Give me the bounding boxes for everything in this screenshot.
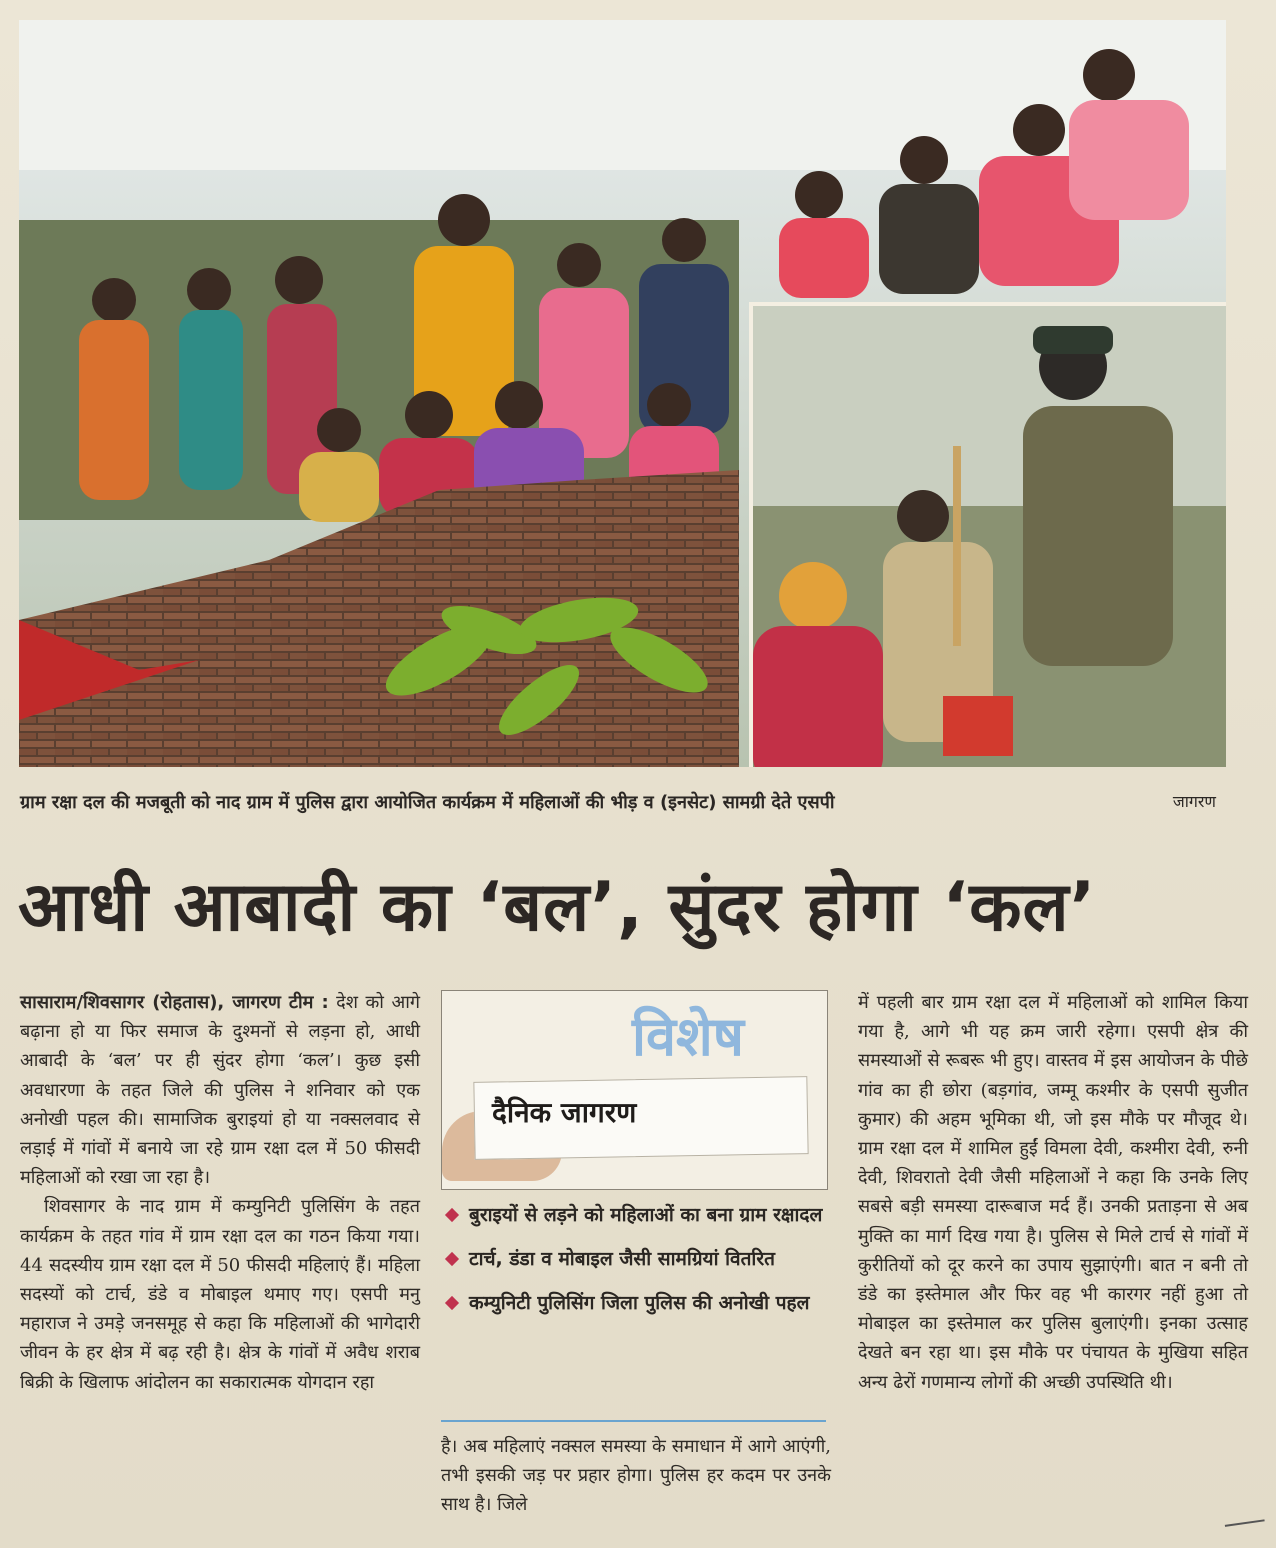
- article-paragraph-3: है। अब महिलाएं नक्सल समस्या के समाधान में आगे आएंगी, तभी इसकी जड़ पर प्रहार होगा। पुलिस हर कदम पर उनके साथ है। जिले: [441, 1436, 831, 1516]
- highlight-item: [441, 1242, 826, 1276]
- newspaper-masthead-logo: दैनिक जागरण: [492, 1096, 637, 1129]
- article-paragraph-1: देश को आगे बढ़ाना हो या फिर समाज के दुश्मनों से लड़ना हो, आधी आबादी के ‘बल’ पर ही सुंदर होगा ‘कल’। कुछ इसी अवधारणा के तहत जिले की पुलिस ने शनिवार को एक अनोखी पहल की। सामाजिक बुराइयां हो या नक्सलवाद से लड़ाई में गांवों में बनाये जा रहे ग्राम रक्षा दल में 50 फीसदी महिलाओं को रखा जा रहा है।: [20, 992, 420, 1189]
- divider: [441, 1420, 826, 1422]
- pen-mark: [1225, 1519, 1267, 1544]
- diamond-bullet-icon: [445, 1208, 459, 1222]
- vishesh-title: विशेष: [632, 1005, 744, 1068]
- highlight-item: [441, 1286, 826, 1320]
- sp-giving-materials-illustration: [753, 306, 1226, 767]
- highlights-list: [441, 1198, 826, 1330]
- diamond-bullet-icon: [445, 1252, 459, 1266]
- diamond-bullet-icon: [445, 1296, 459, 1310]
- article-paragraph-2: शिवसागर के नाद ग्राम में कम्युनिटी पुलिसिंग के तहत कार्यक्रम के तहत गांव में ग्राम रक्षा दल का गठन किया गया। 44 सदस्यीय ग्राम रक्षा दल में 50 फीसदी महिलाएं हैं। महिला सदस्यों को टार्च, डंडे व मोबाइल थमाए गए। एसपी मनु महाराज ने उमड़े जनसमूह से कहा कि महिलाओं की भागेदारी जीवन के हर क्षेत्र में बढ़ रही है। क्षेत्र के गांवों में अवैध शराब बिक्री के खिलाफ आंदोलन का सकारात्मक योगदान रहा: [20, 1196, 420, 1393]
- photo-caption: [20, 790, 1226, 814]
- dateline: सासाराम/शिवसागर (रोहतास), जागरण टीम :: [20, 992, 329, 1013]
- highlight-text: टार्च, डंडा व मोबाइल जैसी सामग्रियां वितरित: [469, 1248, 775, 1270]
- highlight-item: [441, 1198, 826, 1232]
- inset-photo: [749, 302, 1226, 767]
- article-paragraph-4: में पहली बार ग्राम रक्षा दल में महिलाओं को शामिल किया गया है, आगे भी यह क्रम जारी रहेगा। एसपी क्षेत्र की समस्याओं से रूबरू भी हुए। वास्तव में इस आयोजन के पीछे गांव का ही छोरा (बड़गांव, जम्मू कश्मीर के एसपी सुजीत कुमार) की अहम भूमिका थी, जो इस मौके पर मौजूद थे। ग्राम रक्षा दल में शामिल हुईं विमला देवी, कश्मीरा देवी, रुनी देवी, शिवरातो देवी जैसी महिलाओं ने कहा कि उनके लिए सबसे बड़ी समस्या दारूबाज मर्द हैं। उनकी प्रताड़ना से अब मुक्ति का मार्ग दिख गया है। पुलिस से मिले टार्च से गांवों में कुरीतियों को दूर करने का उपाय सुझाएंगी। बात न बनी तो डंडे का इस्तेमाल और फिर वह भी कारगर नहीं हुआ तो मोबाइल का इस्तेमाल कर पुलिस बुलाएंगी। इनका उत्साह देखते बन रहा था। इस मौके पर पंचायत के मुखिया सहित अन्य ढेरों गणमान्य लोगों की अच्छी उपस्थिति थी।: [858, 992, 1248, 1393]
- caption-text: ग्राम रक्षा दल की मजबूती को नाद ग्राम में पुलिस द्वारा आयोजित कार्यक्रम में महिलाओं की भीड़ व (इनसेट) सामग्री देते एसपी: [20, 792, 835, 813]
- highlight-text: कम्युनिटी पुलिसिंग जिला पुलिस की अनोखी पहल: [469, 1292, 810, 1314]
- article-column-1: [20, 988, 420, 1397]
- main-photo: [19, 20, 1226, 767]
- vishesh-box: [441, 990, 828, 1190]
- article-column-3: [858, 988, 1248, 1397]
- photo-credit: जागरण: [1172, 792, 1216, 811]
- article-column-2: [441, 1432, 831, 1520]
- headline: आधी आबादी का ‘बल’, सुंदर होगा ‘कल’: [18, 868, 1097, 947]
- highlight-text: बुराइयों से लड़ने को महिलाओं का बना ग्राम रक्षादल: [469, 1204, 823, 1226]
